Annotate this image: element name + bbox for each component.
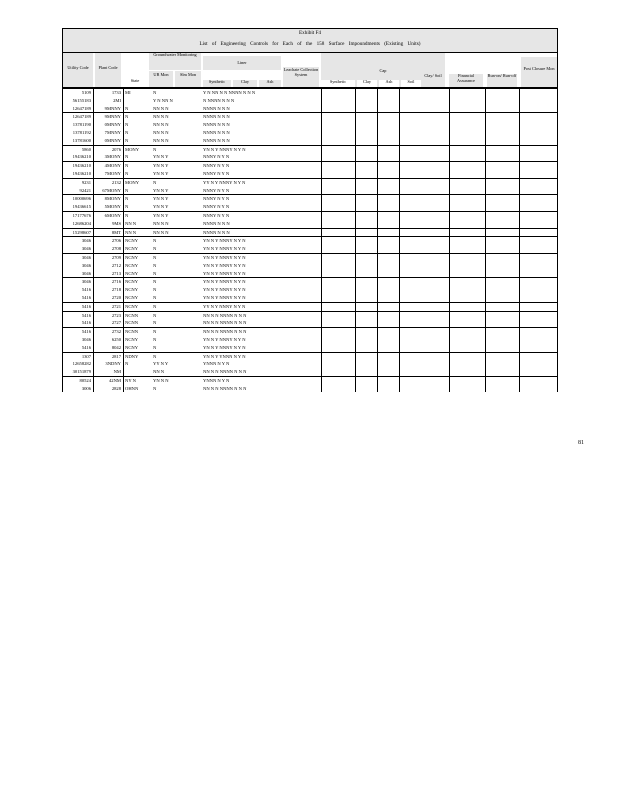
col-runon: Run-on/ Run-off xyxy=(487,74,517,87)
table-row xyxy=(63,319,557,327)
engineering-controls-table xyxy=(62,28,558,392)
group-liner: Liner xyxy=(203,56,281,70)
table-row xyxy=(63,121,557,129)
cell-e: NNNN N N N xyxy=(203,122,230,128)
cell-e: NNNN N N N xyxy=(203,220,230,226)
cell-a: 5416 xyxy=(81,320,91,326)
cell-e: NNNY N Y N xyxy=(203,163,230,169)
cell-d: N xyxy=(153,385,157,391)
col-ub: UB Mon xyxy=(149,71,173,87)
cell-b: 2720 xyxy=(111,294,121,300)
cell-e: NN N N NNNN N N N xyxy=(203,329,247,335)
table-row xyxy=(63,178,557,187)
cell-c: NN N xyxy=(125,220,137,226)
cell-d: N xyxy=(153,287,157,293)
cell-c: MI xyxy=(125,90,131,95)
table-row xyxy=(63,129,557,137)
cell-a: 17177676 xyxy=(72,212,91,218)
cell-e: YN N Y NNNY N Y N xyxy=(203,246,246,252)
cell-d: N xyxy=(153,312,157,318)
exhibit-label: Exhibit F4 xyxy=(298,30,322,36)
cell-a: 5416 xyxy=(81,329,91,335)
table-row xyxy=(63,105,557,113)
cell-d: YN N Y xyxy=(153,212,169,218)
cell-a: 3046 xyxy=(81,254,91,260)
cell-e: YN N Y NNNY N Y N xyxy=(203,336,246,342)
cell-d: NN N N xyxy=(153,122,169,128)
cell-a: 5416 xyxy=(81,294,91,300)
cell-e: NNNN N N N xyxy=(203,137,230,143)
col-cap-claysoil: Clay/ Soil xyxy=(421,74,445,87)
cell-c: NCNY xyxy=(125,336,139,342)
cell-d: N xyxy=(153,320,157,326)
cell-b: 2716 xyxy=(111,279,121,285)
col-cap-clay: Clay xyxy=(357,80,377,87)
cell-b: 2713 xyxy=(111,270,121,276)
cell-d: N xyxy=(153,303,157,309)
cell-b: 9MS xyxy=(112,220,121,226)
cell-b: 42NM xyxy=(109,377,121,383)
cell-d: N xyxy=(153,246,157,252)
cell-e: NN N N NNNN N N N xyxy=(203,385,247,391)
cell-d: N xyxy=(153,179,157,185)
cell-d: N xyxy=(153,146,157,152)
col-plant: Plant Code xyxy=(95,53,121,87)
cell-a: 10000696 xyxy=(72,196,91,202)
table-row xyxy=(63,97,557,105)
cell-e: NN N N NNNN N N N xyxy=(203,312,247,318)
cell-d: YN N Y xyxy=(153,154,169,160)
cell-d: YN N Y xyxy=(153,196,169,202)
cell-b: 6250 xyxy=(111,336,121,342)
cell-a: 3046 xyxy=(81,279,91,285)
table-row xyxy=(63,203,557,211)
table-row xyxy=(63,277,557,286)
col-post-closure: Post Closure Mon xyxy=(521,57,557,87)
cell-d: Y N NN N xyxy=(153,97,173,103)
cell-c: N xyxy=(125,114,129,120)
col-liner-synthetic: Synthetic xyxy=(203,80,231,87)
cell-d: N xyxy=(153,294,157,300)
cell-e: NNNY N Y N xyxy=(203,170,230,176)
table-row xyxy=(63,352,557,361)
cell-d: N xyxy=(153,270,157,276)
cell-e: NNNY N Y N xyxy=(203,196,230,202)
cell-a: 5416 xyxy=(81,303,91,309)
cell-d: NN N N xyxy=(153,105,169,111)
table-row xyxy=(63,187,557,195)
cell-a: 15298607 xyxy=(72,229,91,235)
cell-e: YN N Y NNNY N Y N xyxy=(203,262,246,268)
cell-a: 3006 xyxy=(81,385,91,391)
cell-b: NM xyxy=(113,369,121,375)
cell-c: NCNN xyxy=(125,312,139,318)
table-row xyxy=(63,253,557,262)
cell-c: N xyxy=(125,361,129,367)
cell-a: 12686204 xyxy=(72,220,91,226)
cell-c: NCNY xyxy=(125,294,139,300)
group-leachate: Leachate Collection System xyxy=(283,67,319,87)
table-row xyxy=(63,262,557,270)
table-row xyxy=(63,194,557,203)
cell-c: NCNY xyxy=(125,279,139,285)
cell-b: 2721 xyxy=(111,303,121,309)
cell-a: 3046 xyxy=(81,262,91,268)
cell-a: 5416 xyxy=(81,312,91,318)
cell-c: NCNY xyxy=(125,238,139,244)
cell-d: NN N N xyxy=(153,114,169,120)
col-liner-clay: Clay xyxy=(233,80,257,87)
table-row xyxy=(63,286,557,294)
cell-e: YN N Y NNNY N Y N xyxy=(203,279,246,285)
table-row xyxy=(63,145,557,154)
cell-e: NNNN N N N xyxy=(203,114,230,120)
cell-b: 8042 xyxy=(111,344,121,350)
col-financial: Financial Assurance xyxy=(449,74,483,87)
col-cap-ash: Ash xyxy=(379,80,399,87)
cell-c: NCNY xyxy=(125,246,139,252)
cell-d: N xyxy=(153,344,157,350)
cell-a: 19436210 xyxy=(72,163,91,169)
cell-c: NCNY xyxy=(125,287,139,293)
cell-d: N xyxy=(153,329,157,335)
cell-a: 19436210 xyxy=(72,170,91,176)
col-utility: Utility Code xyxy=(63,53,93,87)
table-row xyxy=(63,336,557,344)
cell-b: 8MONY xyxy=(104,196,121,202)
cell-c: N xyxy=(125,154,129,160)
table-row xyxy=(63,170,557,178)
cell-b: 2076 xyxy=(111,146,121,152)
cell-b: 2706 xyxy=(111,238,121,244)
table-row xyxy=(63,385,557,393)
col-cap-synthetic: Synthetic xyxy=(321,80,355,87)
cell-a: 3046 xyxy=(81,270,91,276)
cell-a: 80524 xyxy=(79,377,91,383)
cell-b: 9MNNY xyxy=(104,105,121,111)
cell-b: 67MONY xyxy=(102,187,121,193)
cell-d: NN N N xyxy=(153,220,169,226)
cell-e: YNNN N Y N xyxy=(203,377,230,383)
cell-e: YN N Y NNNY N Y N xyxy=(203,238,246,244)
cell-b: 2817 xyxy=(111,353,121,359)
cell-d: N xyxy=(153,279,157,285)
cell-a: 30151879 xyxy=(72,369,91,375)
cell-e: NNNN N N N xyxy=(203,229,230,235)
cell-c: NY N xyxy=(125,377,136,383)
col-slm: Slm Mon xyxy=(175,71,201,87)
cell-d: YN N N xyxy=(153,377,169,383)
cell-a: 9231 xyxy=(81,179,91,185)
cell-e: YN N Y YNNN N Y N xyxy=(203,353,246,359)
cell-d: N xyxy=(153,254,157,260)
cell-c: N xyxy=(125,187,129,193)
cell-b: 1733 xyxy=(111,90,121,95)
cell-e: YY N Y NNNY N Y N xyxy=(203,179,246,185)
cell-e: NNNY N Y N xyxy=(203,187,230,193)
cell-d: N xyxy=(153,336,157,342)
title-band xyxy=(63,28,557,52)
cell-b: 3NDNY xyxy=(105,361,121,367)
cell-e: NNNY N Y N xyxy=(203,154,230,160)
cell-d: N xyxy=(153,262,157,268)
cell-c: N xyxy=(125,129,129,135)
cell-d: NN N xyxy=(153,369,165,375)
cell-b: 2708 xyxy=(111,246,121,252)
cell-a: 3046 xyxy=(81,246,91,252)
col-liner-ash: Ash xyxy=(259,80,281,87)
table-row xyxy=(63,344,557,352)
cell-c: NCNY xyxy=(125,254,139,260)
cell-c: NCNY xyxy=(125,303,139,309)
cell-a: 12647189 xyxy=(72,114,91,120)
table-row xyxy=(63,302,557,311)
cell-e: NN N N NNNN N N N xyxy=(203,369,247,375)
cell-c: NCNY xyxy=(125,344,139,350)
cell-b: 4MONY xyxy=(104,163,121,169)
cell-d: YN N Y xyxy=(153,170,169,176)
cell-b: 0MNNY xyxy=(104,122,121,128)
cell-e: NNNN N N N xyxy=(203,129,230,135)
cell-c: N xyxy=(125,170,129,176)
cell-c: N xyxy=(125,137,129,143)
cell-c: NCNN xyxy=(125,320,139,326)
cell-a: 5109 xyxy=(81,90,91,95)
group-groundwater: Groundwater Monitoring xyxy=(149,53,201,70)
cell-d: NN N N xyxy=(153,137,169,143)
cell-b: 2727 xyxy=(111,320,121,326)
table-row xyxy=(63,360,557,368)
cell-c: NN N xyxy=(125,229,137,235)
table-row xyxy=(63,245,557,253)
cell-b: 2723 xyxy=(111,312,121,318)
table-body xyxy=(63,87,557,392)
cell-c: MONY xyxy=(125,146,140,152)
cell-b: 8MT xyxy=(111,229,121,235)
cell-c: MONY xyxy=(125,179,140,185)
cell-e: YN N Y NNNY N Y N xyxy=(203,270,246,276)
column-header xyxy=(63,52,557,87)
cell-c: NCNN xyxy=(125,329,139,335)
table-row xyxy=(63,161,557,170)
cell-e: NN N N NNNN N N N xyxy=(203,320,247,326)
cell-e: N NNNN N N N xyxy=(203,97,235,103)
cell-e: YN N Y NNNY N Y N xyxy=(203,287,246,293)
page-number: 81 xyxy=(578,440,584,446)
cell-a: 92421 xyxy=(79,187,91,193)
cell-b: 2732 xyxy=(111,329,121,335)
cell-d: N xyxy=(153,90,157,95)
cell-b: 9MNNY xyxy=(104,114,121,120)
cell-e: YY N Y NNNY N Y N xyxy=(203,303,246,309)
table-row xyxy=(63,88,557,97)
group-cap: Cap xyxy=(321,53,445,87)
cell-e: Y N NN N N NNNN N N N xyxy=(203,90,256,95)
cell-a: 19436210 xyxy=(72,154,91,160)
col-cap-soil: Soil xyxy=(401,80,421,87)
table-row xyxy=(63,311,557,320)
cell-b: 0MNNY xyxy=(104,137,121,143)
cell-b: 2MI xyxy=(113,97,121,103)
cell-e: YNNN N Y N xyxy=(203,361,230,367)
cell-e: YN N Y NNNY N Y N xyxy=(203,294,246,300)
cell-d: NN N N xyxy=(153,129,169,135)
cell-d: NN N N xyxy=(153,229,169,235)
cell-e: NNNY N Y N xyxy=(203,212,230,218)
cell-a: 5416 xyxy=(81,287,91,293)
cell-a: 12647189 xyxy=(72,105,91,111)
cell-c: N xyxy=(125,163,129,169)
cell-c: N xyxy=(125,196,129,202)
table-row xyxy=(63,294,557,302)
cell-b: 5MONY xyxy=(104,204,121,210)
cell-c: N xyxy=(125,122,129,128)
cell-b: 2828 xyxy=(111,385,121,391)
table-row xyxy=(63,270,557,278)
cell-b: 2718 xyxy=(111,287,121,293)
cell-d: YY N Y xyxy=(153,361,169,367)
cell-a: 5416 xyxy=(81,344,91,350)
table-title: List of Engineering Controls for Each of the 158 Surface Impoundments (Existing Units) xyxy=(199,41,421,47)
cell-d: N xyxy=(153,353,157,359)
cell-a: 13781190 xyxy=(72,122,91,128)
cell-c: N xyxy=(125,212,129,218)
cell-c: N xyxy=(125,105,129,111)
table-row xyxy=(63,211,557,220)
cell-c: OHNN xyxy=(125,385,139,391)
cell-a: 12658282 xyxy=(72,361,91,367)
cell-a: 5860 xyxy=(81,146,91,152)
cell-e: YN N Y NNNY N Y N xyxy=(203,254,246,260)
col-state: State xyxy=(123,73,147,87)
table-row xyxy=(63,153,557,161)
cell-e: NNNY N Y N xyxy=(203,204,230,210)
cell-d: YN N Y xyxy=(153,204,169,210)
cell-e: NNNN N N N xyxy=(203,105,230,111)
cell-c: NCNY xyxy=(125,262,139,268)
cell-c: NDNY xyxy=(125,353,139,359)
cell-a: 13781600 xyxy=(72,137,91,143)
cell-b: 2709 xyxy=(111,254,121,260)
table-row xyxy=(63,137,557,145)
table-row xyxy=(63,236,557,245)
cell-a: 19436615 xyxy=(72,204,91,210)
cell-c: N xyxy=(125,204,129,210)
cell-d: YN N Y xyxy=(153,163,169,169)
cell-b: 3MONY xyxy=(104,154,121,160)
table-row xyxy=(63,376,557,385)
cell-b: 6MONY xyxy=(104,212,121,218)
cell-b: 7MNNY xyxy=(104,129,121,135)
table-row xyxy=(63,220,557,228)
cell-b: 2132 xyxy=(111,179,121,185)
table-row xyxy=(63,228,557,237)
cell-a: 3046 xyxy=(81,238,91,244)
cell-a: 13781192 xyxy=(72,129,91,135)
cell-a: 56155183 xyxy=(72,97,91,103)
cell-c: NCNY xyxy=(125,270,139,276)
table-row xyxy=(63,327,557,336)
cell-a: 3046 xyxy=(81,336,91,342)
cell-b: 7MONY xyxy=(104,170,121,176)
cell-d: YN N Y xyxy=(153,187,169,193)
cell-b: 2712 xyxy=(111,262,121,268)
table-row xyxy=(63,368,557,376)
cell-d: N xyxy=(153,238,157,244)
table-row xyxy=(63,112,557,121)
cell-a: 1307 xyxy=(81,353,91,359)
cell-e: YN N Y NNNY N Y N xyxy=(203,146,246,152)
cell-e: YN N Y NNNY N Y N xyxy=(203,344,246,350)
